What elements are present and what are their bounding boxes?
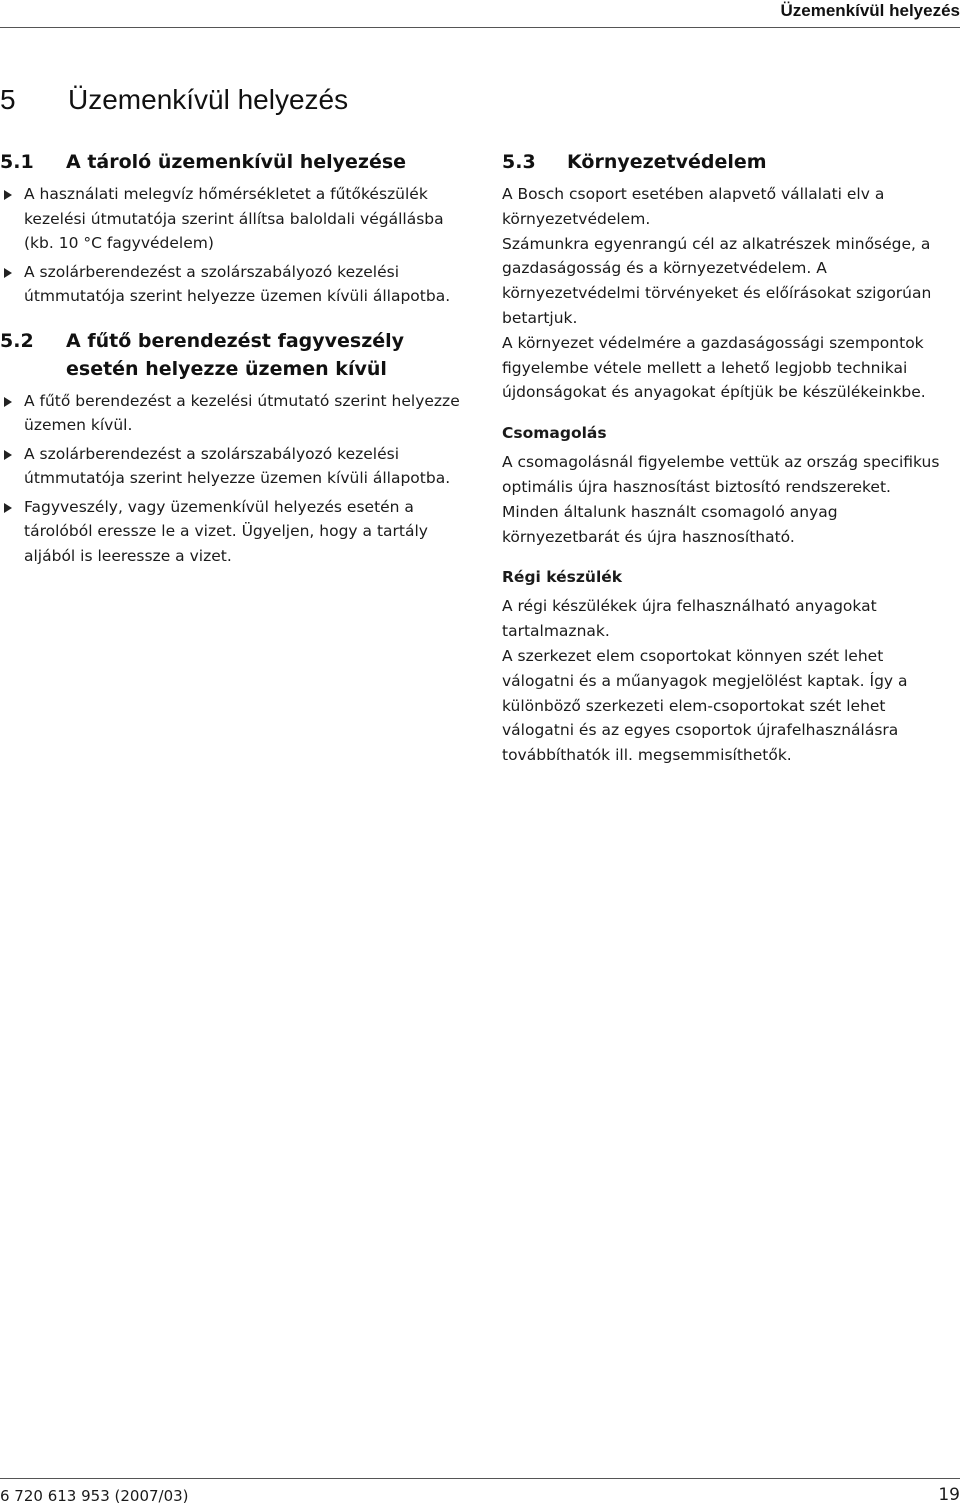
paragraph: A csomagolásnál figyelembe vettük az ország specifikus optimális újra hasznosítást biztosító rendszereket.: [502, 453, 940, 496]
header-divider: [0, 27, 960, 28]
list-item: [0, 442, 465, 491]
chapter-title-text: Üzemenkívül helyezés: [68, 84, 349, 115]
triangle-bullet-icon: [4, 268, 12, 278]
section-5-3: [502, 148, 960, 768]
section-title: Környezetvédelem: [567, 151, 767, 173]
paragraph: A régi készülékek újra felhasználható anyagokat tartalmaznak.: [502, 597, 877, 641]
section-heading: [0, 327, 465, 383]
section-number: 5.1: [0, 151, 34, 173]
subheading-old-device: Régi készülék: [502, 568, 623, 587]
chapter-number: 5: [0, 84, 16, 115]
section-number: 5.3: [502, 151, 536, 173]
bullet-list: [0, 389, 465, 569]
page-number: 19: [938, 1485, 960, 1505]
left-column: [0, 148, 465, 580]
list-item-text: A használati melegvíz hőmérsékletet a fűtőkészülék kezelési útmutatója szerint állítsa baloldali végállásba (kb. 10 °C fagyvédelem): [24, 185, 444, 252]
right-column: [502, 148, 960, 780]
section-5-2: [0, 327, 465, 569]
section-5-1: [0, 148, 465, 309]
running-header: Üzemenkívül helyezés: [780, 1, 960, 20]
list-item-text: Fagyveszély, vagy üzemenkívül helyezés esetén a tárolóból eressze le a vizet. Ügyeljen, hogy a tartály aljából is leeressze a vizet.: [24, 497, 428, 565]
footer-divider: [0, 1478, 960, 1479]
list-item: [0, 495, 465, 569]
document-number: 6 720 613 953 (2007/03): [0, 1487, 189, 1505]
paragraph: Számunkra egyenrangú cél az alkatrészek minősége, a gazdaságosság és a környezetvédelem. A környezetvédelmi törvényeket és előírásokat szigorúan betartjuk.: [502, 234, 932, 327]
triangle-bullet-icon: [4, 450, 12, 460]
paragraph: Minden általunk használt csomagoló anyag környezetbarát és újra hasznosítható.: [502, 502, 838, 546]
bullet-list: [0, 182, 465, 309]
list-item-text: A szolárberendezést a szolárszabályozó kezelési útmmutatója szerint helyezze üzemen kívüli állapotba.: [24, 262, 451, 305]
triangle-bullet-icon: [4, 190, 12, 200]
list-item-text: A fűtő berendezést a kezelési útmutató szerint helyezze üzemen kívül.: [24, 391, 460, 434]
section-number: 5.2: [0, 329, 34, 352]
section-title: A fűtő berendezést fagyveszély esetén helyezze üzemen kívül: [66, 329, 405, 380]
paragraph: A szerkezet elem csoportokat könnyen szét lehet válogatni és a műanyagok megjelölést kaptak. Így a különböző szerkezeti elem-csoportokat szét lehet válogatni és az egyes csoportok újrafelhasználásra továbbíthatók ill. megsemmisíthetők.: [502, 646, 908, 765]
triangle-bullet-icon: [4, 397, 12, 407]
section-heading: [502, 148, 960, 176]
section-heading: [0, 148, 465, 176]
chapter-title: [0, 82, 348, 118]
paragraph: A Bosch csoport esetében alapvető vállalati elv a környezetvédelem.: [502, 185, 885, 228]
paragraph: A környezet védelmére a gazdaságossági szempontok figyelembe vétele mellett a lehető legjobb technikai újdonságokat és anyagokat építjük be készülékeinkbe.: [502, 333, 926, 402]
triangle-bullet-icon: [4, 503, 12, 513]
section-title: A tároló üzemenkívül helyezése: [66, 151, 407, 173]
list-item: [0, 389, 465, 438]
list-item: [0, 182, 465, 256]
list-item-text: A szolárberendezést a szolárszabályozó kezelési útmmutatója szerint helyezze üzemen kívüli állapotba.: [24, 444, 451, 487]
subheading-packaging: Csomagolás: [502, 424, 607, 443]
list-item: [0, 260, 465, 309]
